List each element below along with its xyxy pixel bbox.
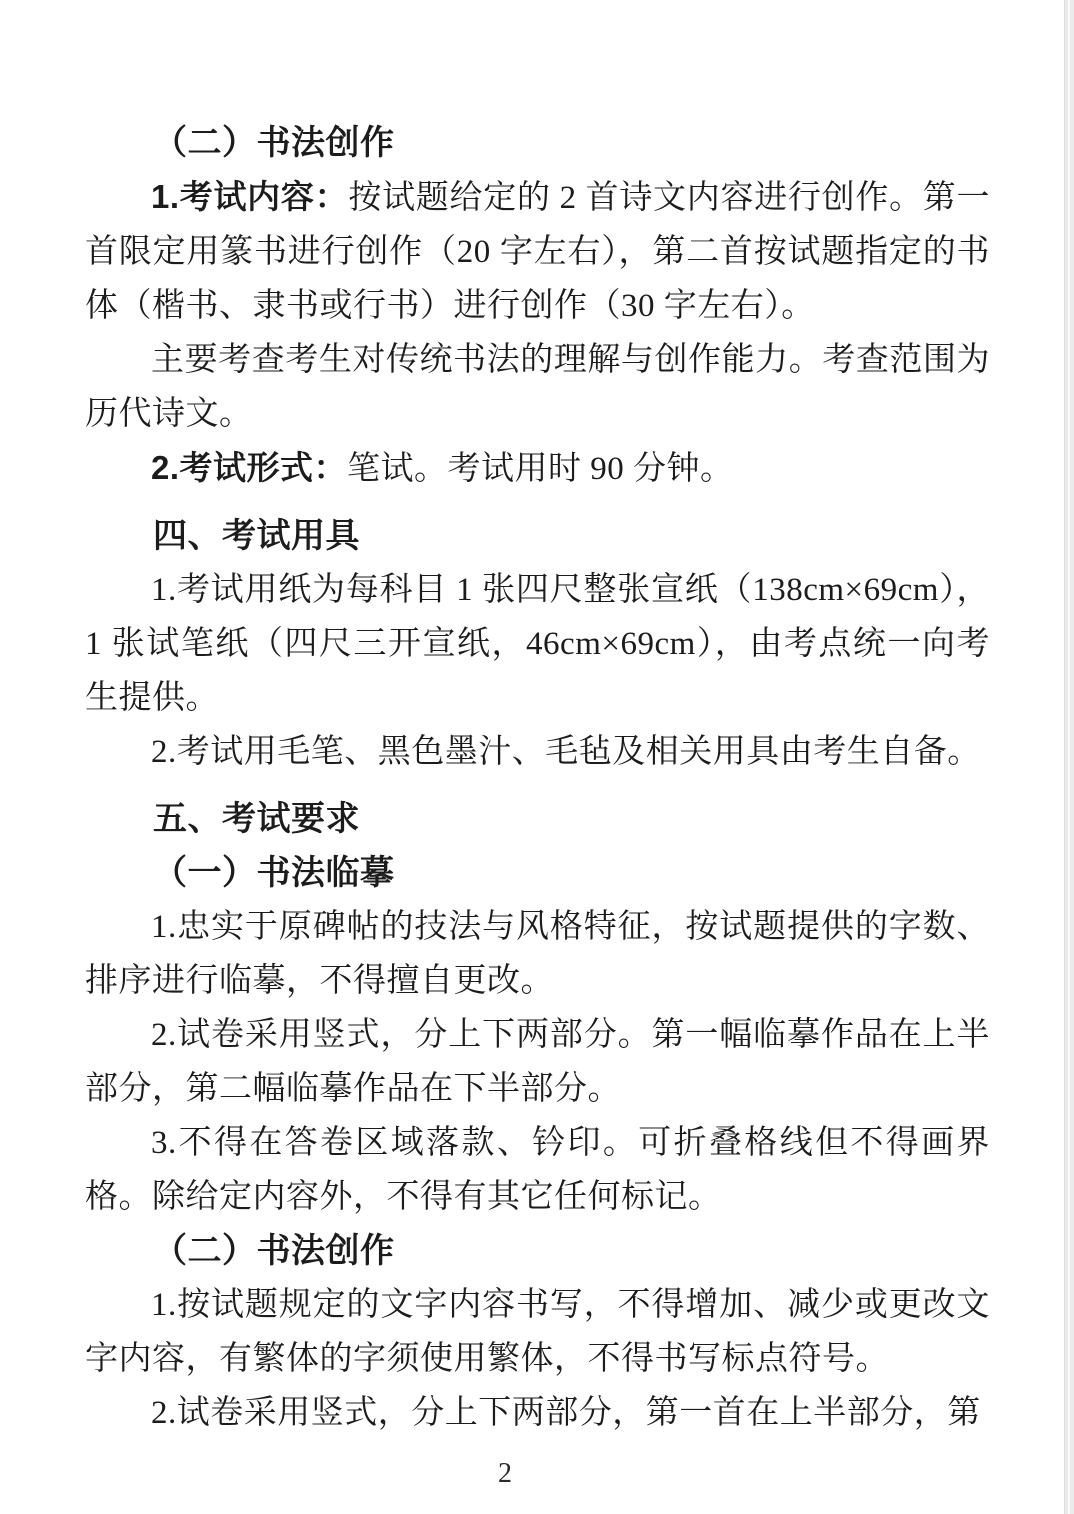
paragraph-exam-paper	[85, 563, 990, 725]
subsection-heading-calligraphy-creation-2: （二）书法创作	[153, 1232, 395, 1270]
paragraph-lead-exam-format: 2.考试形式：	[151, 449, 348, 486]
document-body	[85, 116, 990, 1440]
paragraph-text: 主要考查考生对传统书法的理解与创作能力。考查范围为历代诗文。	[85, 342, 990, 432]
paragraph-exam-brushes	[85, 725, 990, 779]
paragraph-copying-rule-1	[85, 900, 990, 1008]
paragraph-text: 笔试。考试用时 90 分钟。	[347, 451, 734, 487]
paragraph-text: 1.考试用纸为每科目 1 张四尺整张宣纸（138cm×69cm），1 张试笔纸（四尺三开宣纸，46cm×69cm），由考点统一向考生提供。	[85, 572, 990, 716]
paragraph-text: 1.按试题规定的文字内容书写，不得增加、减少或更改文字内容，有繁体的字须使用繁体，不得书写标点符号。	[85, 1287, 990, 1377]
section-heading-exam-tools: 四、考试用具	[153, 517, 360, 555]
page-number: 2	[498, 1458, 512, 1489]
scrollbar-track[interactable]	[1064, 0, 1074, 1514]
subsection-heading-calligraphy-creation: （二）书法创作	[153, 124, 395, 162]
subsection-heading-calligraphy-copying: （一）书法临摹	[153, 854, 395, 892]
paragraph-text: 2.考试用毛笔、黑色墨汁、毛毡及相关用具由考生自备。	[151, 734, 981, 770]
paragraph-creation-rule-1	[85, 1278, 990, 1386]
paragraph-text: 3.不得在答卷区域落款、钤印。可折叠格线但不得画界格。除给定内容外，不得有其它任何标记。	[85, 1125, 990, 1215]
paragraph-text: 2.试卷采用竖式，分上下两部分。第一幅临摹作品在上半部分，第二幅临摹作品在下半部分。	[85, 1017, 990, 1107]
paragraph-text: 按试题给定的 2 首诗文内容进行创作。第一首限定用篆书进行创作（20 字左右），第二首按试题指定的书体（楷书、隶书或行书）进行创作（30 字左右）。	[85, 180, 990, 324]
paragraph-lead-exam-content: 1.考试内容：	[151, 178, 349, 215]
paragraph-copying-rule-3	[85, 1116, 990, 1224]
paragraph-exam-format	[85, 441, 990, 496]
paragraph-creation-rule-2	[85, 1386, 990, 1440]
paragraph-text: 1.忠实于原碑帖的技法与风格特征，按试题提供的字数、排序进行临摹，不得擅自更改。	[85, 909, 990, 999]
paragraph-text: 2.试卷采用竖式，分上下两部分，第一首在上半部分，第	[151, 1395, 981, 1431]
section-heading-exam-requirements: 五、考试要求	[153, 800, 360, 838]
paragraph-exam-purpose	[85, 333, 990, 441]
paragraph-exam-content	[85, 170, 990, 333]
paragraph-copying-rule-2	[85, 1008, 990, 1116]
scrollbar-thumb-line	[1068, 0, 1070, 1514]
